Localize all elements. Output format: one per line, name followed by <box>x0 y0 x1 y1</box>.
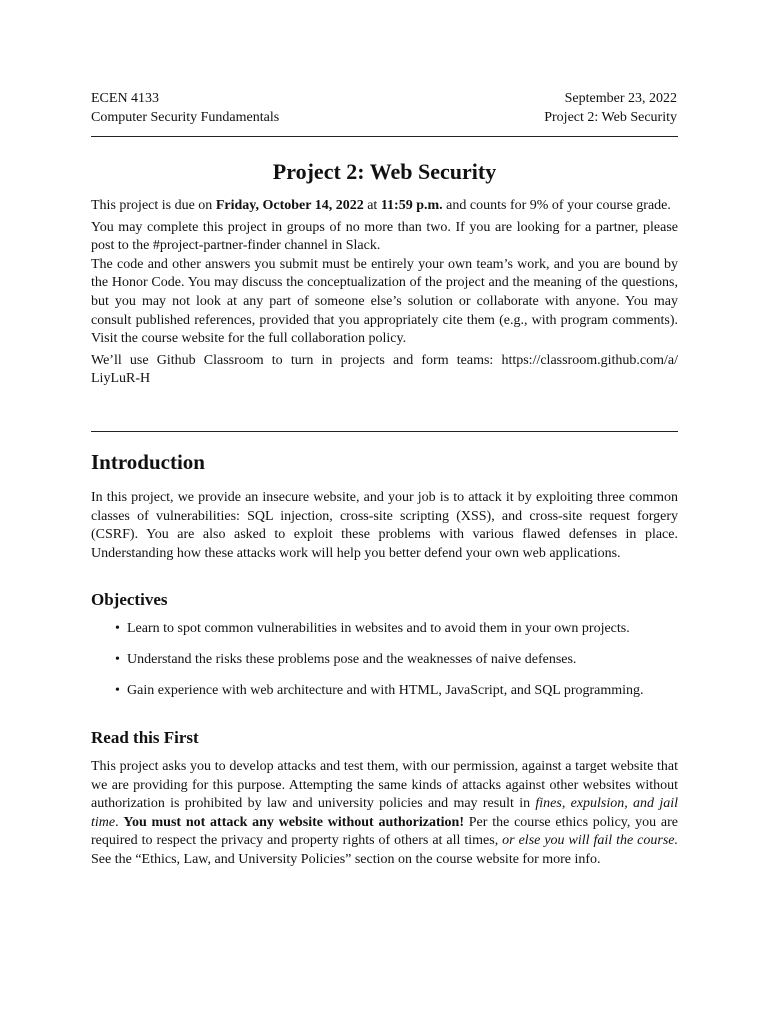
course-name: Computer Security Fundamentals <box>91 110 280 125</box>
introduction-text: In this project, we provide an insecure website, and your job is to attack it by exploiting three common classes of vulnerabilities: SQL injection, cross-site scripting (XSS), and cross-site request forgery (CSRF). You are also asked to exploit these problems with various flawed defenses in place. Understanding how these attacks work will help you better defend your own web applications. <box>91 490 678 561</box>
intro-block <box>91 197 678 389</box>
fail-warning: or else you will fail the course. <box>502 833 679 849</box>
github-paragraph: We’ll use Github Classroom to turn in projects and form teams: https://classroom.github.com/a/ LiyLuR-H <box>91 352 678 387</box>
course-code: ECEN 4133 <box>91 91 160 106</box>
page-title: Project 2: Web Security <box>272 159 497 184</box>
objectives-list <box>91 620 691 713</box>
section-divider <box>91 431 678 432</box>
objectives-heading: Objectives <box>91 590 168 609</box>
introduction-heading: Introduction <box>91 450 205 474</box>
read-first-heading: Read this First <box>91 728 199 747</box>
bullet: • <box>115 652 120 667</box>
bullet: • <box>115 621 120 636</box>
list-item: • Learn to spot common vulnerabilities in websites and to avoid them in your own projects. <box>91 620 691 651</box>
list-item: • Understand the risks these problems pose and the weaknesses of naive defenses. <box>91 651 691 682</box>
bullet: • <box>115 683 120 698</box>
due-time: 11:59 p.m. <box>380 198 443 213</box>
penalty-text: fines, expulsion, and jail time <box>91 796 678 830</box>
header-divider <box>91 136 678 137</box>
header-right <box>544 89 677 127</box>
header-left <box>91 89 279 127</box>
due-paragraph: This project is due on Friday, October 14, 2022 at 11:59 p.m. and counts for 9% of your course grade. <box>91 198 671 213</box>
due-date: Friday, October 14, 2022 <box>215 198 364 213</box>
honor-code-paragraph: The code and other answers you submit must be entirely your own team’s work, and you are bound by the Honor Code. You may discuss the conceptualization of the project and the meaning of the questions, but you may not look at any part of someone else’s solution or collaborate with anyone. You may consult published references, provided that you appropriately cite them (e.g., with program comments). Visit the course website for the full collaboration policy. <box>91 256 678 347</box>
authorization-warning: You must not attack any website without authorization! <box>123 814 464 830</box>
groups-paragraph: You may complete this project in groups of no more than two. If you are looking for a partner, please post to the #project-partner-finder channel in Slack. <box>91 219 678 254</box>
header-date: September 23, 2022 <box>564 91 677 106</box>
read-first-text: This project asks you to develop attacks and test them, with our permission, against a target website that we are providing for this purpose. Attempting the same kinds of attacks against other websites without authorization is prohibited by law and university policies and may result in fines, expulsion, and jail time. You must not attack any website without authorization! Per the course ethics policy, you are required to respect the privacy and property rights of others at all times, or else you will fail the course. See the “Ethics, Law, and University Policies” section on the course website for more info. <box>91 759 679 867</box>
list-item: • Gain experience with web architecture and with HTML, JavaScript, and SQL programming. <box>91 682 691 713</box>
header-project: Project 2: Web Security <box>544 110 677 125</box>
